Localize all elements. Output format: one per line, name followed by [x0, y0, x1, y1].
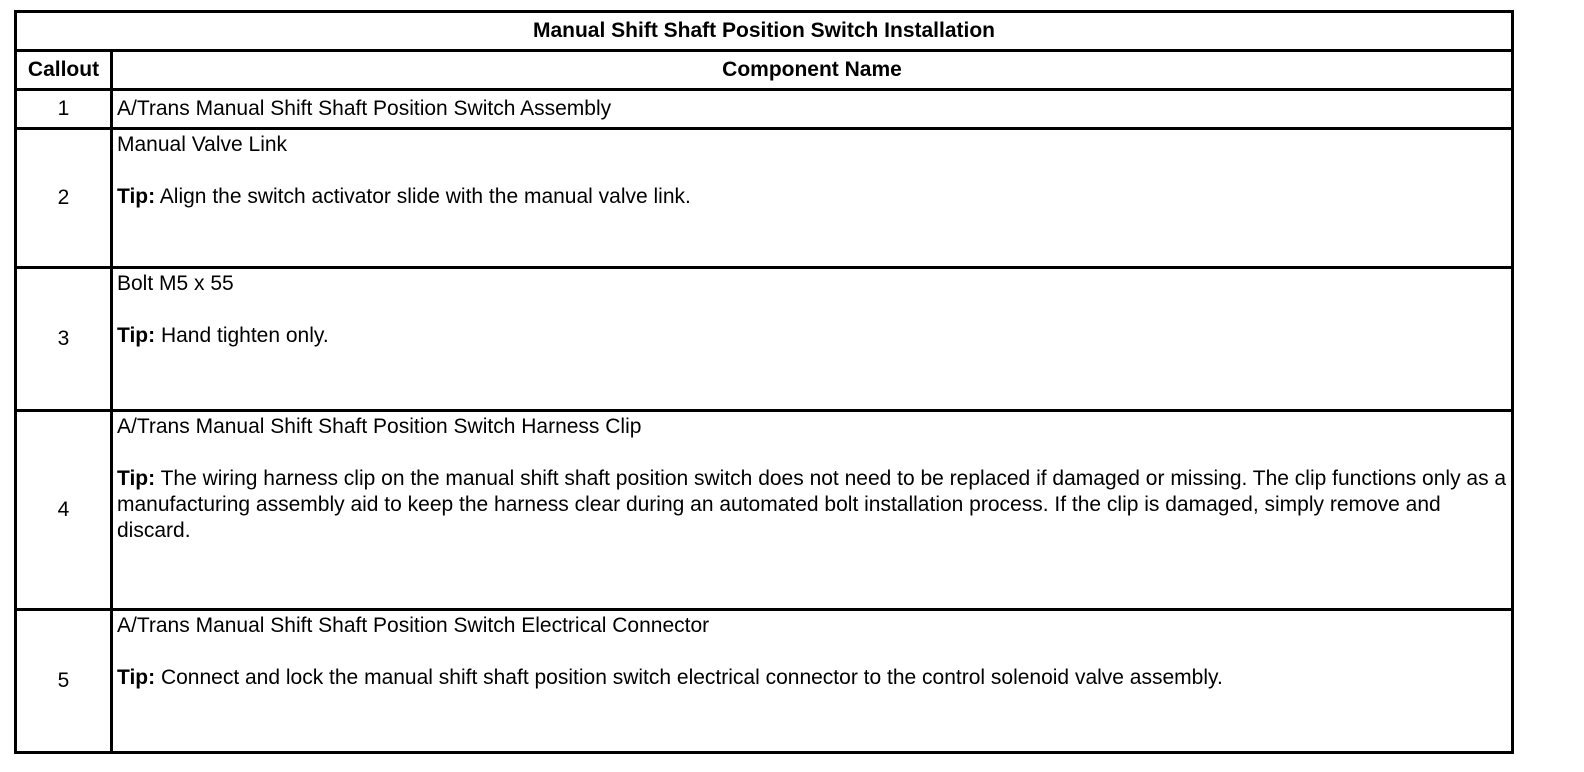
tip-body: Connect and lock the manual shift shaft position switch electrical connector to the control solenoid valve assembly.	[155, 666, 1223, 689]
tip-text	[117, 323, 1507, 349]
table-row	[16, 411, 1513, 610]
callout-number: 5	[16, 610, 112, 753]
callout-number: 4	[16, 411, 112, 610]
callout-table	[14, 10, 1514, 754]
tip-label: Tip:	[117, 185, 156, 208]
tip-text	[117, 466, 1507, 544]
tip-label: Tip:	[117, 324, 156, 347]
component-name: Bolt M5 x 55	[117, 272, 234, 295]
tip-body: The wiring harness clip on the manual shift shaft position switch does not need to be replaced if damaged or missing. The clip functions only as a manufacturing assembly aid to keep the harness clear during an automated bolt installation process. If the clip is damaged, simply remove and discard.	[117, 467, 1507, 542]
title-row	[16, 12, 1513, 51]
component-name: A/Trans Manual Shift Shaft Position Switch Assembly	[117, 97, 612, 120]
component-name-cell	[112, 411, 1513, 610]
table-row	[16, 90, 1513, 129]
component-name-cell	[112, 129, 1513, 268]
callout-number: 2	[16, 129, 112, 268]
table-title: Manual Shift Shaft Position Switch Installation	[16, 12, 1513, 51]
tip-body: Hand tighten only.	[155, 324, 329, 347]
header-row	[16, 51, 1513, 90]
component-name: A/Trans Manual Shift Shaft Position Switch Harness Clip	[117, 415, 642, 438]
column-header-component-name: Component Name	[112, 51, 1513, 90]
tip-body: Align the switch activator slide with the manual valve link.	[155, 185, 691, 208]
table-row	[16, 268, 1513, 411]
component-name: Manual Valve Link	[117, 133, 288, 156]
table-row	[16, 129, 1513, 268]
component-name-cell	[112, 90, 1513, 129]
tip-text	[117, 665, 1507, 691]
component-name-cell	[112, 610, 1513, 753]
tip-label: Tip:	[117, 467, 156, 490]
component-name-cell	[112, 268, 1513, 411]
document-page	[14, 10, 1511, 754]
table-row	[16, 610, 1513, 753]
column-header-callout: Callout	[16, 51, 112, 90]
callout-number: 1	[16, 90, 112, 129]
tip-label: Tip:	[117, 666, 156, 689]
tip-text	[117, 184, 1507, 210]
component-name: A/Trans Manual Shift Shaft Position Switch Electrical Connector	[117, 614, 710, 637]
callout-number: 3	[16, 268, 112, 411]
